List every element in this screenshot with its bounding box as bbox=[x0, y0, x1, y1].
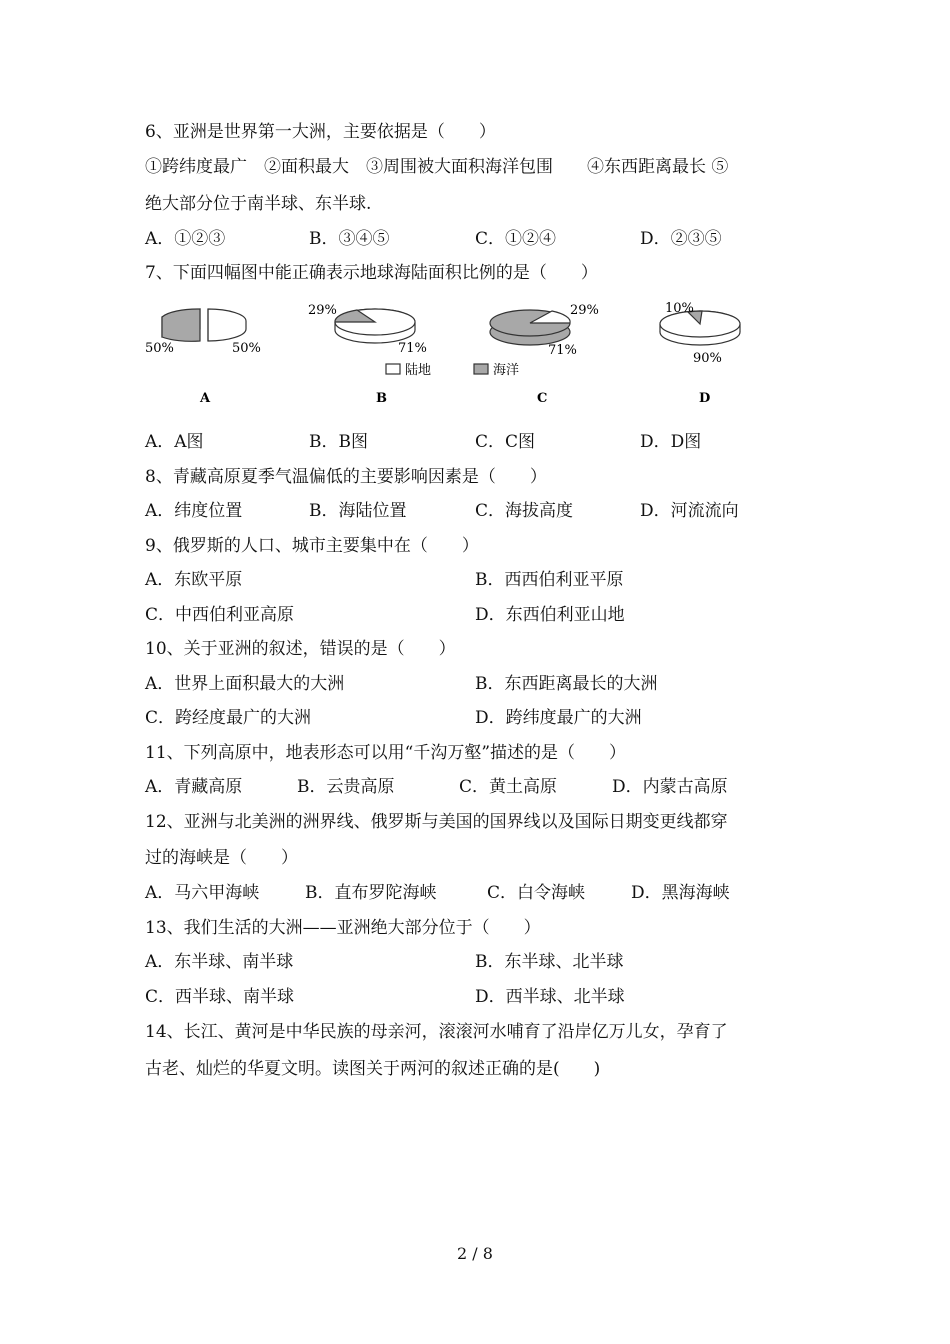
q13-option-d[interactable]: D．西半球、北半球 bbox=[475, 987, 625, 1007]
q14-stem: 14、长江、黄河是中华民族的母亲河，滚滚河水哺育了沿岸亿万儿女，孕育了 bbox=[145, 1022, 728, 1042]
q7-stem: 7、下面四幅图中能正确表示地球海陆面积比例的是（ ） bbox=[145, 263, 598, 283]
pie-c-label-small: 29% bbox=[570, 303, 599, 318]
q12-option-b[interactable]: B．直布罗陀海峡 bbox=[305, 883, 437, 903]
pie-b-label-small: 29% bbox=[308, 303, 337, 318]
pie-a-label-right: 50% bbox=[232, 341, 261, 356]
q12-option-a[interactable]: A．马六甲海峡 bbox=[145, 883, 260, 903]
q9-option-a[interactable]: A．东欧平原 bbox=[145, 570, 243, 590]
q14-stem-line-2: 古老、灿烂的华夏文明。读图关于两河的叙述正确的是( ) bbox=[145, 1059, 601, 1079]
pie-d-label-small: 10% bbox=[665, 301, 694, 316]
q10-option-c[interactable]: C．跨经度最广的大洲 bbox=[145, 708, 312, 728]
q9-option-d[interactable]: D．东西伯利亚山地 bbox=[475, 605, 625, 625]
q9-stem: 9、俄罗斯的人口、城市主要集中在（ ） bbox=[145, 536, 479, 556]
q10-option-a[interactable]: A．世界上面积最大的大洲 bbox=[145, 674, 345, 694]
pie-a bbox=[145, 309, 261, 406]
pie-b-letter: B bbox=[376, 391, 387, 406]
q11-option-d[interactable]: D．内蒙古高原 bbox=[612, 777, 728, 797]
q10-option-b[interactable]: B．东西距离最长的大洲 bbox=[475, 674, 658, 694]
q7-option-b[interactable]: B．B图 bbox=[309, 432, 368, 452]
q9-option-c[interactable]: C．中西伯利亚高原 bbox=[145, 605, 295, 625]
q10-stem: 10、关于亚洲的叙述，错误的是（ ） bbox=[145, 639, 456, 659]
page-number: 2 / 8 bbox=[457, 1244, 493, 1263]
q12-option-c[interactable]: C．白令海峡 bbox=[487, 883, 586, 903]
q8-option-c[interactable]: C．海拔高度 bbox=[475, 501, 574, 521]
q7-option-d[interactable]: D．D图 bbox=[640, 432, 702, 452]
pie-c-label-large: 71% bbox=[548, 343, 577, 358]
legend-ocean-label: 海洋 bbox=[493, 363, 520, 378]
q6-option-c[interactable]: C．①②④ bbox=[475, 229, 557, 249]
pie-d-label-large: 90% bbox=[693, 351, 722, 366]
pie-a-land-half bbox=[208, 309, 246, 341]
pie-d bbox=[660, 301, 740, 406]
q13-option-a[interactable]: A．东半球、南半球 bbox=[145, 952, 294, 972]
pie-b bbox=[308, 303, 427, 406]
q6-choices-line: ①跨纬度最广 ②面积最大 ③周围被大面积海洋包围 ④东西距离最长 ⑤ bbox=[145, 157, 729, 177]
q6-option-b[interactable]: B．③④⑤ bbox=[309, 229, 390, 249]
q8-option-a[interactable]: A．纬度位置 bbox=[145, 501, 243, 521]
pie-c-letter: C bbox=[537, 391, 548, 406]
pie-d-letter: D bbox=[699, 391, 711, 406]
q11-option-a[interactable]: A．青藏高原 bbox=[145, 777, 243, 797]
q9-option-b[interactable]: B．西西伯利亚平原 bbox=[475, 570, 624, 590]
q6-option-a[interactable]: A．①②③ bbox=[145, 229, 226, 249]
q7-option-c[interactable]: C．C图 bbox=[475, 432, 536, 452]
legend-land-label: 陆地 bbox=[405, 363, 432, 378]
pie-a-label-left: 50% bbox=[145, 341, 174, 356]
q12-stem-line-2: 过的海峡是（ ） bbox=[145, 848, 298, 868]
legend-land-swatch bbox=[386, 364, 400, 374]
q10-option-d[interactable]: D．跨纬度最广的大洲 bbox=[475, 708, 642, 728]
pie-charts-svg bbox=[140, 292, 780, 412]
pie-a-ocean-half bbox=[162, 309, 200, 341]
q6-stem: 6、亚洲是世界第一大洲，主要依据是（ ） bbox=[145, 122, 496, 142]
legend bbox=[386, 362, 519, 378]
legend-ocean-swatch bbox=[474, 364, 488, 374]
q11-stem: 11、下列高原中，地表形态可以用“千沟万壑”描述的是（ ） bbox=[145, 743, 627, 763]
land-ocean-pie-figure bbox=[140, 292, 780, 412]
q13-option-c[interactable]: C．西半球、南半球 bbox=[145, 987, 295, 1007]
pie-a-letter: A bbox=[200, 391, 211, 406]
q7-option-a[interactable]: A．A图 bbox=[145, 432, 204, 452]
q6-choices-line-2: 绝大部分位于南半球、东半球. bbox=[145, 194, 372, 214]
q8-option-d[interactable]: D．河流流向 bbox=[640, 501, 739, 521]
q12-stem: 12、亚洲与北美洲的洲界线、俄罗斯与美国的国界线以及国际日期变更线都穿 bbox=[145, 812, 728, 832]
q6-option-d[interactable]: D．②③⑤ bbox=[640, 229, 722, 249]
q8-option-b[interactable]: B．海陆位置 bbox=[309, 501, 407, 521]
q12-option-d[interactable]: D．黑海海峡 bbox=[631, 883, 730, 903]
pie-c bbox=[490, 303, 599, 406]
q13-option-b[interactable]: B．东半球、北半球 bbox=[475, 952, 624, 972]
q11-option-c[interactable]: C．黄土高原 bbox=[459, 777, 558, 797]
q8-stem: 8、青藏高原夏季气温偏低的主要影响因素是（ ） bbox=[145, 467, 547, 487]
pie-b-label-large: 71% bbox=[398, 341, 427, 356]
q11-option-b[interactable]: B．云贵高原 bbox=[297, 777, 395, 797]
q13-stem: 13、我们生活的大洲——亚洲绝大部分位于（ ） bbox=[145, 918, 541, 938]
